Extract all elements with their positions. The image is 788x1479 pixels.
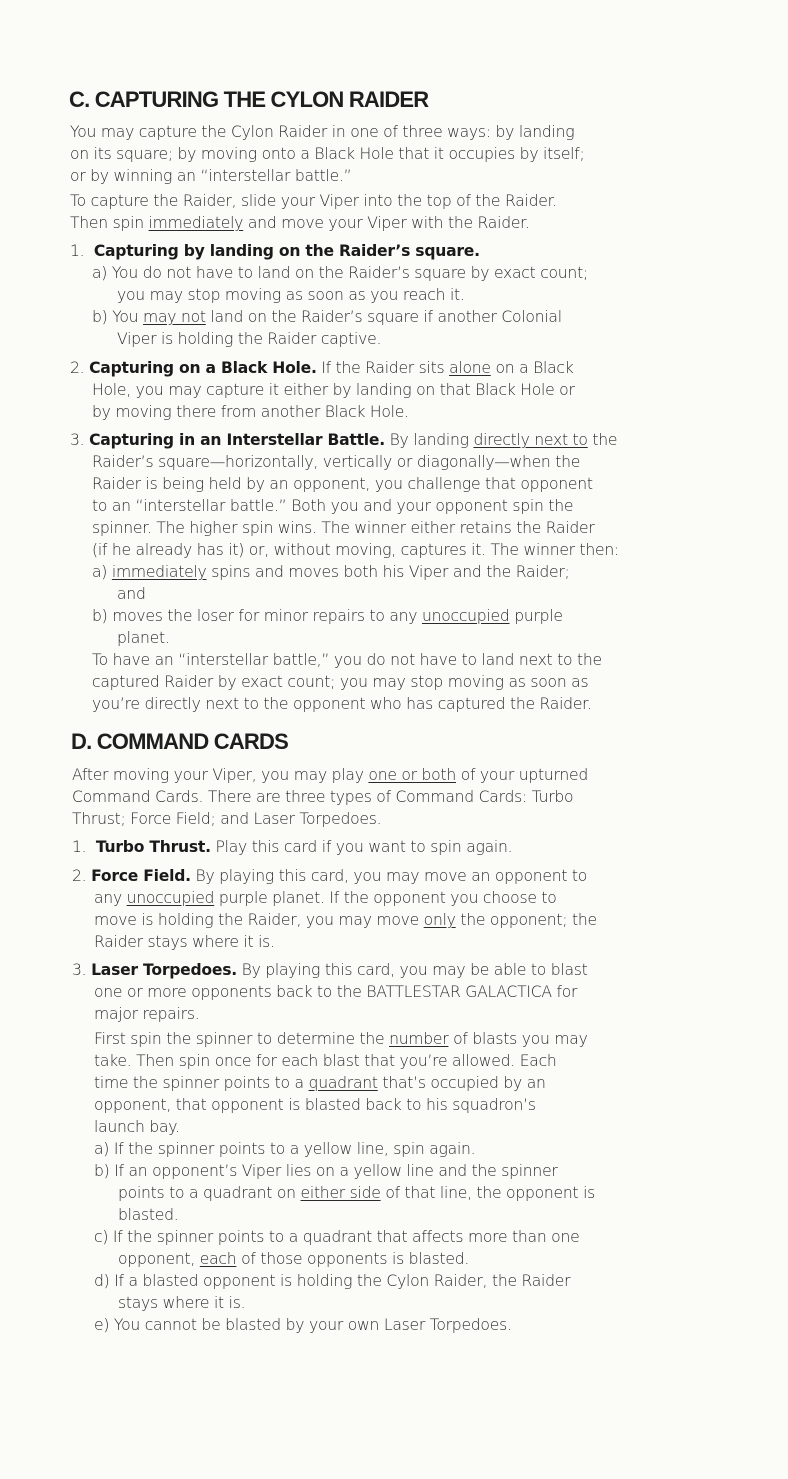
d-item-3-d-line: stays where it is. [118,1294,246,1312]
c-item-3-note-line: you’re directly next to the opponent who has captured the Raider. [92,695,592,713]
c-item-3-line: to an “interstellar battle.” Both you and your opponent spin the [92,497,574,515]
c-item-3-note-line: captured Raider by exact count; you may stop moving as soon as [92,673,589,691]
c-item-3-line: (if he already has it) or, without moving, captures it. The winner then: [92,541,620,559]
section-d-intro-line: After moving your Viper, you may play one or both of your upturned [72,766,588,784]
d-item-3-line: 3. Laser Torpedoes. By playing this card, you may be able to blast [72,961,588,979]
c-item-2-line: by moving there from another Black Hole. [92,403,409,421]
d-item-3-c-line: opponent, each of those opponents is blasted. [118,1250,470,1268]
d-item-2-line: any unoccupied purple planet. If the opponent you choose to [94,889,557,907]
item-title: Turbo Thrust. [95,838,211,856]
d-item-1-line: 1. Turbo Thrust. Play this card if you want to spin again. [72,838,513,856]
d-item-3-b-line: b) If an opponent’s Viper lies on a yellow line and the spinner [94,1162,558,1180]
item-title: Laser Torpedoes. [91,961,237,979]
item-title: Capturing in an Interstellar Battle. [89,431,385,449]
item-number: 3. [72,961,87,979]
d-item-3-paragraph-line: launch bay. [94,1118,180,1136]
d-item-2-line: 2. Force Field. By playing this card, you may move an opponent to [72,867,588,885]
d-item-3-paragraph-line: take. Then spin once for each blast that you’re allowed. Each [94,1052,557,1070]
item-title: Capturing on a Black Hole. [89,359,317,377]
d-item-3-d-line: d) If a blasted opponent is holding the Cylon Raider, the Raider [94,1272,571,1290]
d-item-3-paragraph-line: opponent, that opponent is blasted back to his squadron’s [94,1096,536,1114]
section-c-intro-line: on its square; by moving onto a Black Hole that it occupies by itself; [70,145,585,163]
c-item-3-a-line: a) immediately spins and moves both his Viper and the Raider; [92,563,570,581]
c-item-3-line: 3. Capturing in an Interstellar Battle. By landing directly next to the [70,431,618,449]
item-number: 1. [70,242,85,260]
c-item-1-heading [70,240,480,262]
item-title: Capturing by landing on the Raider’s square. [93,242,480,260]
c-item-3-b-line: planet. [117,629,170,647]
d-item-3-line: one or more opponents back to the BATTLESTAR GALACTICA for [94,983,578,1001]
section-c-heading: C. CAPTURING THE CYLON RAIDER [69,87,429,112]
d-item-3-line: major repairs. [94,1005,200,1023]
section-d-intro-line: Command Cards. There are three types of Command Cards: Turbo [72,788,574,806]
d-item-3-paragraph-line: First spin the spinner to determine the number of blasts you may [94,1030,588,1048]
d-item-3-b-line: blasted. [118,1206,179,1224]
d-item-2-line: move is holding the Raider, you may move only the opponent; the [94,911,597,929]
c-item-3-line: Raider’s square—horizontally, vertically or diagonally—when the [92,453,581,471]
c-item-3-line: spinner. The higher spin wins. The winner either retains the Raider [92,519,595,537]
c-item-3-line: Raider is being held by an opponent, you challenge that opponent [92,475,593,493]
item-title: Force Field. [91,867,191,885]
d-item-3-b-line: points to a quadrant on either side of that line, the opponent is [118,1184,596,1202]
slide-instruction-line: Then spin immediately and move your Viper with the Raider. [70,214,530,232]
c-item-1-a-line: you may stop moving as soon as you reach it. [117,286,465,304]
c-item-3-b-line: b) moves the loser for minor repairs to any unoccupied purple [92,607,563,625]
item-number: 2. [72,867,87,885]
d-item-2-line: Raider stays where it is. [94,933,275,951]
c-item-1-b-line: Viper is holding the Raider captive. [117,330,382,348]
c-item-2-line: 2. Capturing on a Black Hole. If the Raider sits alone on a Black [70,359,574,377]
slide-instruction-line: To capture the Raider, slide your Viper into the top of the Raider. [70,192,558,210]
item-number: 2. [70,359,85,377]
d-item-3-c-line: c) If the spinner points to a quadrant that affects more than one [94,1228,580,1246]
c-item-1-a-line: a) You do not have to land on the Raider’s square by exact count; [92,264,588,282]
d-item-3-e-line: e) You cannot be blasted by your own Laser Torpedoes. [94,1316,512,1334]
section-d-heading: D. COMMAND CARDS [71,729,288,754]
section-c-intro-line: You may capture the Cylon Raider in one of three ways: by landing [70,123,575,141]
c-item-3-a-line: and [117,585,146,603]
section-d-intro-line: Thrust; Force Field; and Laser Torpedoes. [72,810,382,828]
c-item-2-line: Hole, you may capture it either by landing on that Black Hole or [92,381,575,399]
d-item-3-a-line: a) If the spinner points to a yellow line, spin again. [94,1140,476,1158]
item-number: 3. [70,431,85,449]
item-number: 1. [72,838,87,856]
section-c-intro-line: or by winning an “interstellar battle.” [70,167,352,185]
d-item-3-paragraph-line: time the spinner points to a quadrant that’s occupied by an [94,1074,546,1092]
c-item-1-b-line: b) You may not land on the Raider’s square if another Colonial [92,308,562,326]
c-item-3-note-line: To have an “interstellar battle,” you do not have to land next to the [92,651,602,669]
